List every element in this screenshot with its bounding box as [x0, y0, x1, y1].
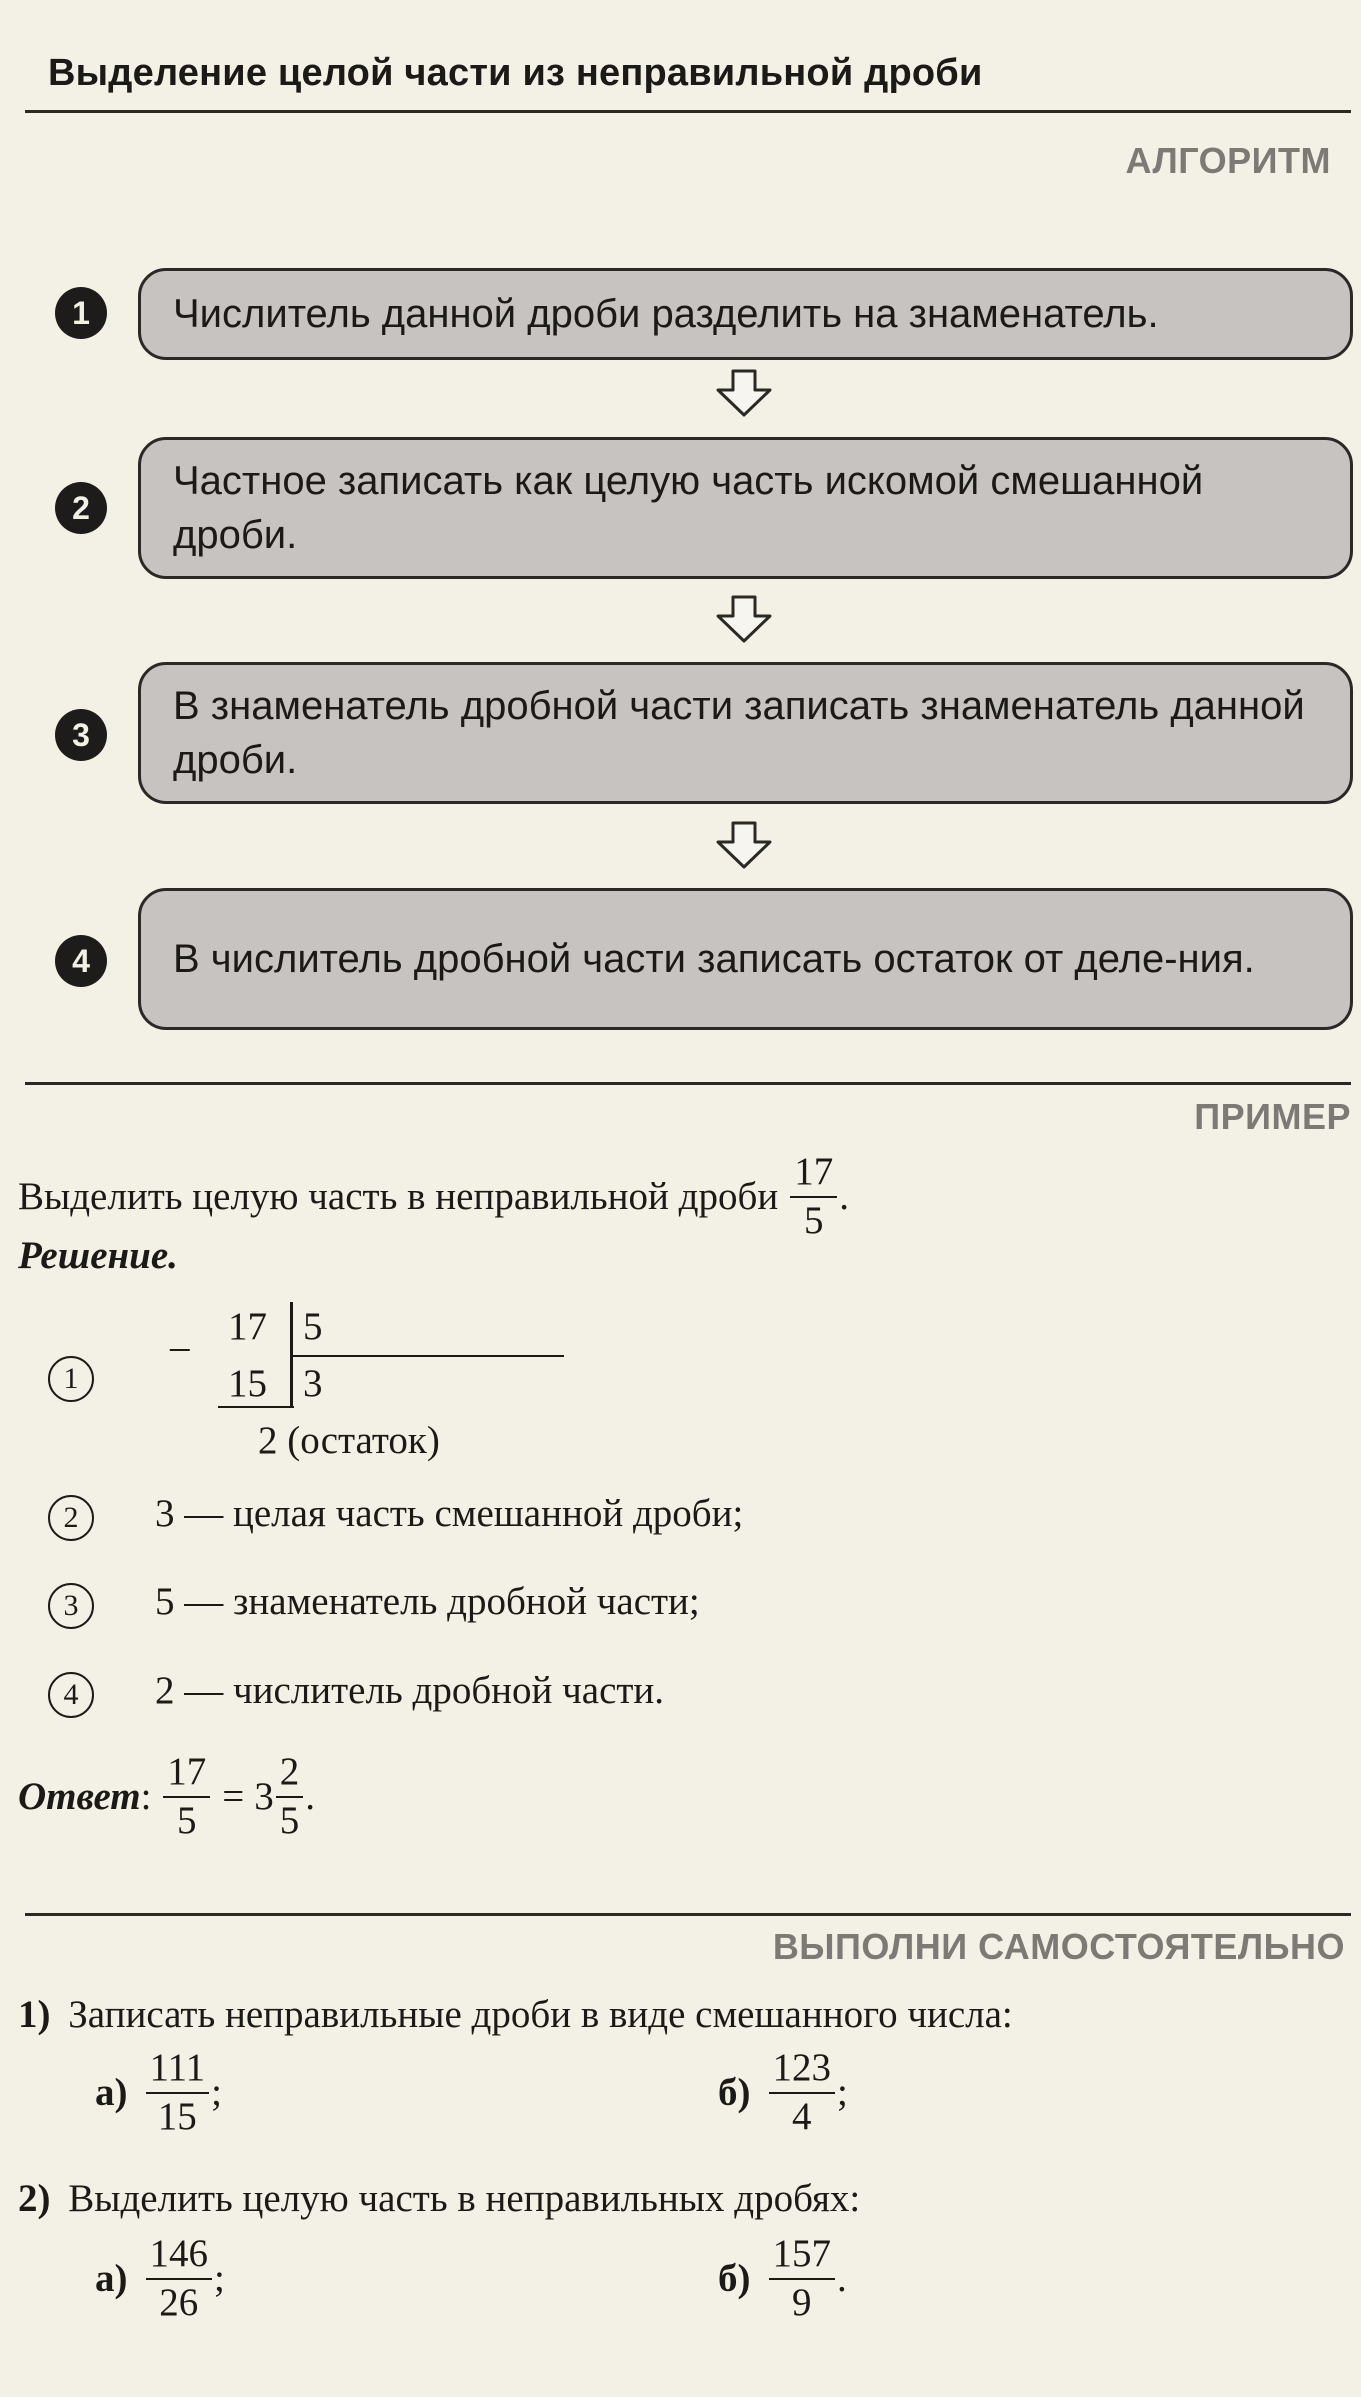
- example-task: Выделить целую часть в неправильной дроби $\frac{17}{5}$ .: [18, 1150, 849, 1242]
- page-title: Выделение целой части из неправильной дроби: [48, 52, 983, 94]
- exercise-1b-fraction: $\frac{123}{4}$: [769, 2048, 836, 2138]
- step-number-4: 4: [55, 935, 107, 987]
- title-divider: [25, 110, 1351, 113]
- step-mark-2: 2: [48, 1495, 94, 1541]
- exercise-1-text: Записать неправильные дроби в виде смешанного числа:: [68, 1993, 1013, 2036]
- algorithm-step-2: [138, 437, 1353, 579]
- example-step-3: 5 — знаменатель дробной части;: [155, 1580, 700, 1623]
- exercise-1b: б) $\frac{123}{4}$ ;: [718, 2046, 848, 2138]
- division-horizontal-bar: [290, 1355, 564, 1357]
- algorithm-step-3: [138, 662, 1353, 804]
- subtraction-line: [218, 1406, 294, 1408]
- exercise-2b-fraction: $\frac{157}{9}$: [769, 2234, 836, 2324]
- answer-equals: =: [222, 1775, 245, 1819]
- algorithm-label: АЛГОРИТМ: [1125, 140, 1331, 181]
- algorithm-step-3-text: В знаменатель дробной части записать знаменатель данной дроби.: [173, 684, 1305, 782]
- step-number-1: 1: [55, 287, 107, 339]
- division-minus: –: [170, 1325, 190, 1368]
- step-number-3: 3: [55, 709, 107, 761]
- answer-whole: 3: [254, 1775, 274, 1819]
- exercise-2a: а) $\frac{146}{26}$ ;: [95, 2232, 225, 2324]
- algorithm-step-1: [138, 268, 1353, 360]
- exercise-2-number: 2): [18, 2177, 51, 2220]
- exercise-2b: б) $\frac{157}{9}$ .: [718, 2232, 847, 2324]
- down-arrow-icon: [714, 368, 774, 418]
- exercises-divider: [25, 1913, 1351, 1916]
- exercise-1-number: 1): [18, 1993, 51, 2036]
- division-remainder: 2 (остаток): [258, 1419, 440, 1462]
- answer: Ответ : $\frac{17}{5}$ = 3 $\frac{2}{5}$ .: [18, 1750, 315, 1842]
- down-arrow-icon: [714, 594, 774, 644]
- step-mark-3: 3: [48, 1583, 94, 1629]
- step-mark-1: 1: [48, 1356, 94, 1402]
- example-step-2: 3 — целая часть смешанной дроби;: [155, 1492, 744, 1535]
- division-dividend: 17: [228, 1305, 267, 1348]
- division-quotient: 3: [303, 1362, 323, 1405]
- step-mark-4: 4: [48, 1672, 94, 1718]
- answer-label: Ответ: [18, 1775, 141, 1819]
- exercise-1a-fraction: $\frac{111}{15}$: [146, 2048, 210, 2138]
- algorithm-step-4: [138, 888, 1353, 1030]
- step-number-2: 2: [55, 482, 107, 534]
- division-subtrahend: 15: [228, 1362, 267, 1405]
- exercise-2a-fraction: $\frac{146}{26}$: [146, 2234, 213, 2324]
- algorithm-step-2-text: Частное записать как целую часть искомой смешанной дроби.: [173, 459, 1204, 557]
- example-step-4: 2 — числитель дробной части.: [155, 1669, 665, 1712]
- answer-fraction: $\frac{17}{5}$: [163, 1752, 210, 1842]
- solution-label: Решение.: [18, 1234, 178, 1277]
- answer-mixed-fraction: $\frac{2}{5}$: [276, 1752, 304, 1842]
- exercise-2: [18, 2176, 860, 2221]
- down-arrow-icon: [714, 820, 774, 870]
- exercises-label: ВЫПОЛНИ САМОСТОЯТЕЛЬНО: [772, 1926, 1345, 1967]
- exercise-2-text: Выделить целую часть в неправильных дробях:: [68, 2177, 861, 2220]
- example-task-text: Выделить целую часть в неправильной дроби: [18, 1175, 779, 1219]
- algorithm-step-1-text: Числитель данной дроби разделить на знаменатель.: [173, 292, 1159, 336]
- exercise-1a: а) $\frac{111}{15}$ ;: [95, 2046, 222, 2138]
- example-task-fraction: $\frac{17}{5}$: [790, 1152, 837, 1242]
- division-divisor: 5: [303, 1305, 323, 1348]
- exercise-1: [18, 1992, 1013, 2037]
- example-divider: [25, 1082, 1351, 1085]
- example-label: ПРИМЕР: [1194, 1096, 1351, 1137]
- algorithm-step-4-text: В числитель дробной части записать остаток от деле-ния.: [173, 937, 1255, 981]
